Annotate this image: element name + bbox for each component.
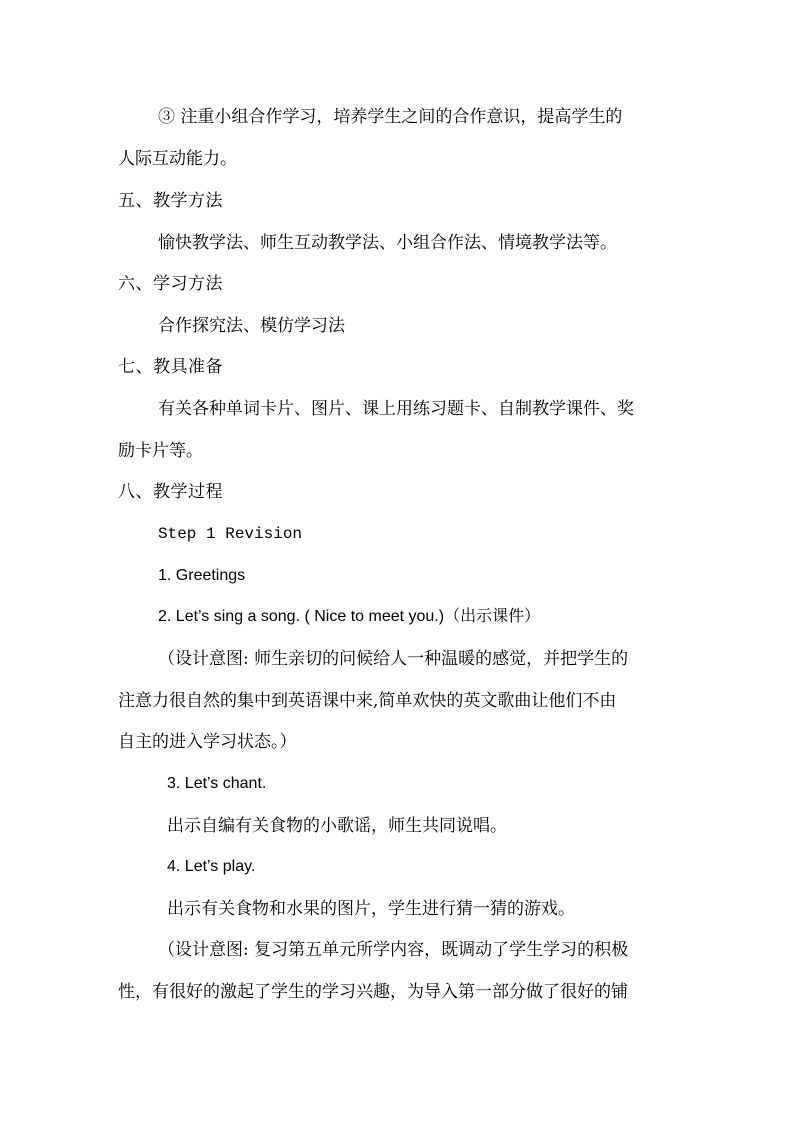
paragraph-line: 人际互动能力。: [118, 149, 237, 169]
design-intent-line: （设计意图: 复习第五单元所学内容，既调动了学生学习的积极: [158, 940, 629, 960]
paragraph-line: 励卡片等。: [118, 441, 203, 461]
step-item: 1. Greetings: [158, 567, 246, 584]
step-item: 4. Let’s play.: [167, 858, 256, 875]
design-intent-line: 注意力很自然的集中到英语课中来,简单欢快的英文歌曲让他们不由: [118, 691, 617, 711]
paragraph-line: 合作探究法、模仿学习法: [158, 316, 345, 336]
design-intent-line: 性，有很好的激起了学生的学习兴趣，为导入第一部分做了很好的铺: [118, 982, 628, 1002]
section-heading: 八、教学过程: [118, 482, 223, 502]
paragraph-line: 出示有关食物和水果的图片，学生进行猜一猜的游戏。: [167, 899, 575, 919]
design-intent-line: 自主的进入学习状态。）: [118, 732, 297, 752]
section-heading: 七、教具准备: [118, 357, 223, 377]
step-item: 2. Let’s sing a song. ( Nice to meet you.)（出示课件）: [158, 608, 541, 625]
design-intent-line: （设计意图: 师生亲切的问候给人一种温暖的感觉，并把学生的: [158, 649, 629, 669]
paragraph-line: 出示自编有关食物的小歌谣，师生共同说唱。: [167, 816, 507, 836]
step-title: Step 1 Revision: [158, 525, 303, 543]
paragraph-line: 有关各种单词卡片、图片、课上用练习题卡、自制教学课件、奖: [158, 399, 634, 419]
paragraph-line: ③ 注重小组合作学习，培养学生之间的合作意识，提高学生的: [158, 107, 623, 127]
section-heading: 六、学习方法: [118, 274, 223, 294]
step-item: 3. Let’s chant.: [167, 775, 267, 792]
paragraph-line: 愉快教学法、师生互动教学法、小组合作法、情境教学法等。: [158, 233, 617, 253]
section-heading: 五、教学方法: [118, 191, 223, 211]
